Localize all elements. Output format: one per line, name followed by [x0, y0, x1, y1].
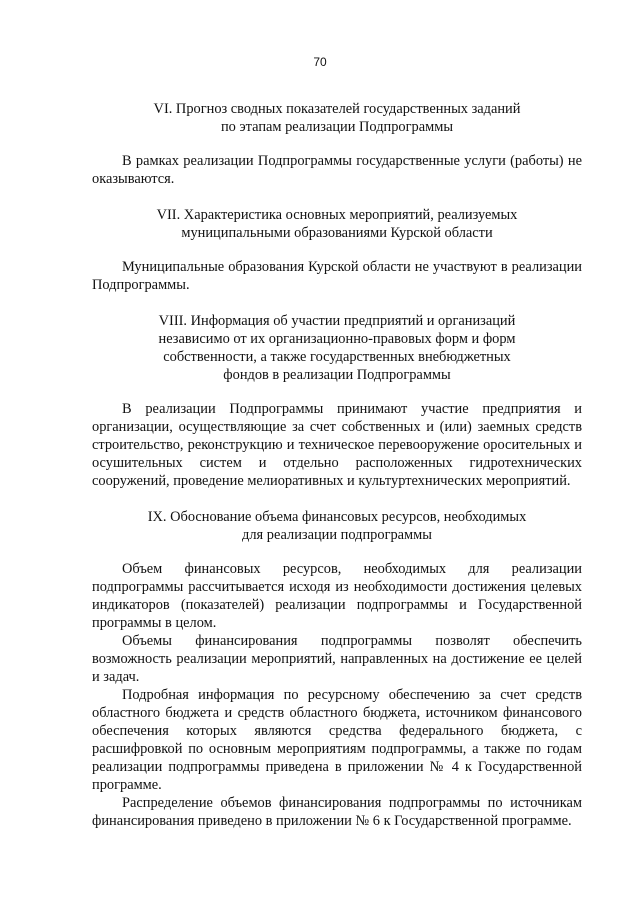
paragraph: Муниципальные образования Курской области не участвуют в реализации Подпрограммы. [92, 259, 582, 293]
heading-line: VII. Характеристика основных мероприятий, реализуемых [156, 207, 518, 223]
heading-line: собственности, а также государственных внебюджетных [163, 349, 511, 365]
heading-line: по этапам реализации Подпрограммы [220, 119, 453, 135]
heading-line: муниципальными образованиями Курской области [181, 225, 493, 241]
heading-line: VIII. Информация об участии предприятий и организаций [158, 313, 516, 329]
heading-line: IX. Обоснование объема финансовых ресурсов, необходимых [147, 509, 527, 525]
section-heading-viii [92, 312, 582, 384]
paragraph: Объемы финансирования подпрограммы позволят обеспечить возможность реализации мероприятий, направленных на достижение ее целей и задач. [92, 633, 582, 685]
paragraph: Подробная информация по ресурсному обеспечению за счет средств областного бюджета и средств областного бюджета, источником финансового обеспечения которых являются средства федерального бюджета, с расшифровкой по основным мероприятиям подпрограммы, а также по годам реализации подпрограммы приведена в приложении № 4 к Государственной программе. [92, 687, 582, 793]
page-number: 70 [313, 55, 327, 69]
heading-line: независимо от их организационно-правовых форм и форм [158, 331, 516, 347]
paragraph: Объем финансовых ресурсов, необходимых для реализации подпрограммы рассчитывается исходя из необходимости достижения целевых индикаторов (показателей) реализации подпрограммы и Государственной программы в целом. [92, 561, 582, 631]
paragraph: Распределение объемов финансирования подпрограммы по источникам финансирования приведено в приложении № 6 к Государственной программе. [92, 795, 582, 829]
paragraph: В реализации Подпрограммы принимают участие предприятия и организации, осуществляющие за счет собственных и (или) заемных средств строительство, реконструкцию и техническое перевооружение оросительных и осушительных систем и отдельно расположенных гидротехнических сооружений, проведение мелиоративных и культуртехнических мероприятий. [92, 401, 582, 489]
paragraph: В рамках реализации Подпрограммы государственные услуги (работы) не оказываются. [92, 153, 582, 187]
document-body [92, 100, 582, 830]
section-heading-vii [92, 206, 582, 242]
section-heading-vi [92, 100, 582, 136]
heading-line: фондов в реализации Подпрограммы [223, 367, 451, 383]
heading-line: для реализации подпрограммы [242, 527, 432, 543]
heading-line: VI. Прогноз сводных показателей государственных заданий [153, 101, 521, 117]
section-heading-ix [92, 508, 582, 544]
